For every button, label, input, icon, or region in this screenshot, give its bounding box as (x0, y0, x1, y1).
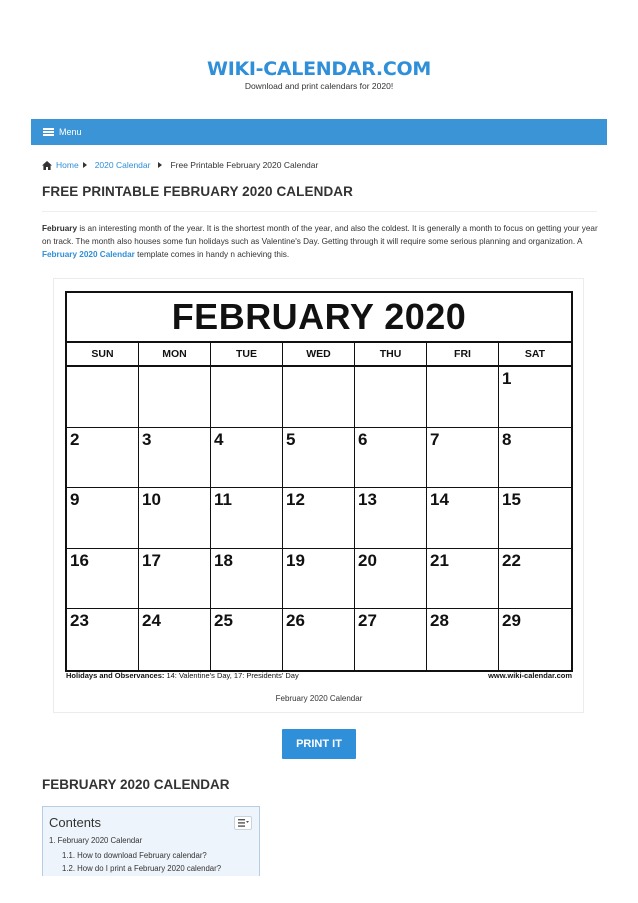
print-button[interactable]: PRINT IT (282, 729, 356, 759)
holidays-line (66, 671, 299, 680)
calendar-day-cell: 16 (67, 549, 139, 610)
calendar-day-cell: 5 (283, 428, 355, 489)
calendar-day-cell: 14 (427, 488, 499, 549)
weekday-label: SUN (67, 343, 139, 365)
calendar-day-cell: 7 (427, 428, 499, 489)
calendar-day-cell: 15 (499, 488, 571, 549)
calendar-day-cell: 3 (139, 428, 211, 489)
page-title: FREE PRINTABLE FEBRUARY 2020 CALENDAR (42, 184, 353, 199)
calendar-empty-cell (211, 367, 283, 428)
calendar-day-cell: 1 (499, 367, 571, 428)
calendar-day-cell: 20 (355, 549, 427, 610)
weekday-label: FRI (427, 343, 499, 365)
breadcrumb-separator-icon (158, 162, 162, 168)
holidays-text: 14: Valentine's Day, 17: Presidents' Day (164, 671, 299, 680)
toc-item[interactable]: 1.2. How do I print a February 2020 calendar? (62, 864, 222, 873)
calendar-day-cell: 29 (502, 611, 521, 630)
calendar-day-cell: 18 (211, 549, 283, 610)
calendar-image[interactable] (65, 291, 573, 672)
section-title: FEBRUARY 2020 CALENDAR (42, 777, 230, 792)
weekday-label: MON (139, 343, 211, 365)
calendar-day-cell: 25 (211, 609, 283, 670)
calendar-day-cell: 8 (499, 428, 571, 489)
weekday-label: SAT (524, 348, 546, 360)
calendar-title: FEBRUARY 2020 (67, 293, 571, 343)
calendar-empty-cell (355, 367, 427, 428)
toc-item[interactable]: 1. February 2020 Calendar (49, 836, 143, 845)
calendar-day-cell: 13 (355, 488, 427, 549)
calendar-footer-url: www.wiki-calendar.com (488, 671, 572, 680)
calendar-day-cell: 11 (211, 488, 283, 549)
toc-heading: Contents (49, 815, 102, 830)
calendar-day-cell: 19 (283, 549, 355, 610)
calendar-empty-cell (427, 367, 499, 428)
list-icon (238, 819, 249, 827)
home-icon (42, 161, 52, 170)
intro-paragraph (42, 222, 598, 262)
weekday-label: TUE (211, 343, 283, 365)
weekday-label: WED (283, 343, 355, 365)
holidays-label: Holidays and Observances: (66, 671, 165, 680)
weekday-label: THU (355, 343, 427, 365)
calendar-weekday-header (67, 343, 571, 367)
site-title[interactable]: WIKI-CALENDAR.COM (207, 58, 431, 80)
site-tagline: Download and print calendars for 2020! (244, 81, 394, 91)
calendar-day-cell: 12 (283, 488, 355, 549)
calendar-day-cell: 23 (67, 609, 139, 670)
calendar-day-cell: 17 (139, 549, 211, 610)
calendar-day-cell: 6 (355, 428, 427, 489)
breadcrumb (42, 160, 318, 170)
calendar-day-cell: 28 (427, 609, 499, 670)
table-of-contents (42, 806, 260, 876)
menu-button[interactable]: Menu (59, 127, 82, 137)
breadcrumb-separator-icon (83, 162, 87, 168)
main-navbar (31, 119, 607, 145)
calendar-grid (67, 367, 571, 670)
calendar-day-cell: 9 (67, 488, 139, 549)
intro-text-1: is an interesting month of the year. It is the shortest month of the year, and also the coldest. It is generally a month to focus on getting your year on track. The month also houses some fun holidays such as Valentine's Day. Getting through it will require some serious planning and organization. A (42, 224, 598, 247)
calendar-day-cell: 27 (355, 609, 427, 670)
february-calendar-link[interactable]: February 2020 Calendar (42, 250, 135, 260)
hamburger-menu-icon[interactable] (43, 128, 54, 136)
calendar-day-cell: 4 (211, 428, 283, 489)
intro-text-2: template comes in handy n achieving this. (134, 250, 290, 260)
title-divider (42, 211, 597, 212)
calendar-day-cell: 22 (499, 549, 571, 610)
breadcrumb-home-link[interactable]: Home (56, 160, 79, 170)
calendar-empty-cell (67, 367, 139, 428)
toc-toggle-icon[interactable] (234, 816, 252, 830)
calendar-day-cell: 26 (283, 609, 355, 670)
calendar-empty-cell (283, 367, 355, 428)
calendar-day-cell: 2 (67, 428, 139, 489)
calendar-day-cell: 10 (139, 488, 211, 549)
figure-caption: February 2020 Calendar (275, 694, 363, 703)
toc-item[interactable]: 1.1. How to download February calendar? (62, 851, 207, 860)
site-header (0, 58, 638, 91)
intro-bold: February (42, 224, 78, 233)
calendar-empty-cell (139, 367, 211, 428)
calendar-footer (66, 671, 572, 680)
calendar-day-cell: 21 (427, 549, 499, 610)
breadcrumb-parent-link[interactable]: 2020 Calendar (94, 160, 151, 170)
calendar-day-cell: 24 (139, 609, 211, 670)
breadcrumb-current: Free Printable February 2020 Calendar (170, 160, 319, 170)
